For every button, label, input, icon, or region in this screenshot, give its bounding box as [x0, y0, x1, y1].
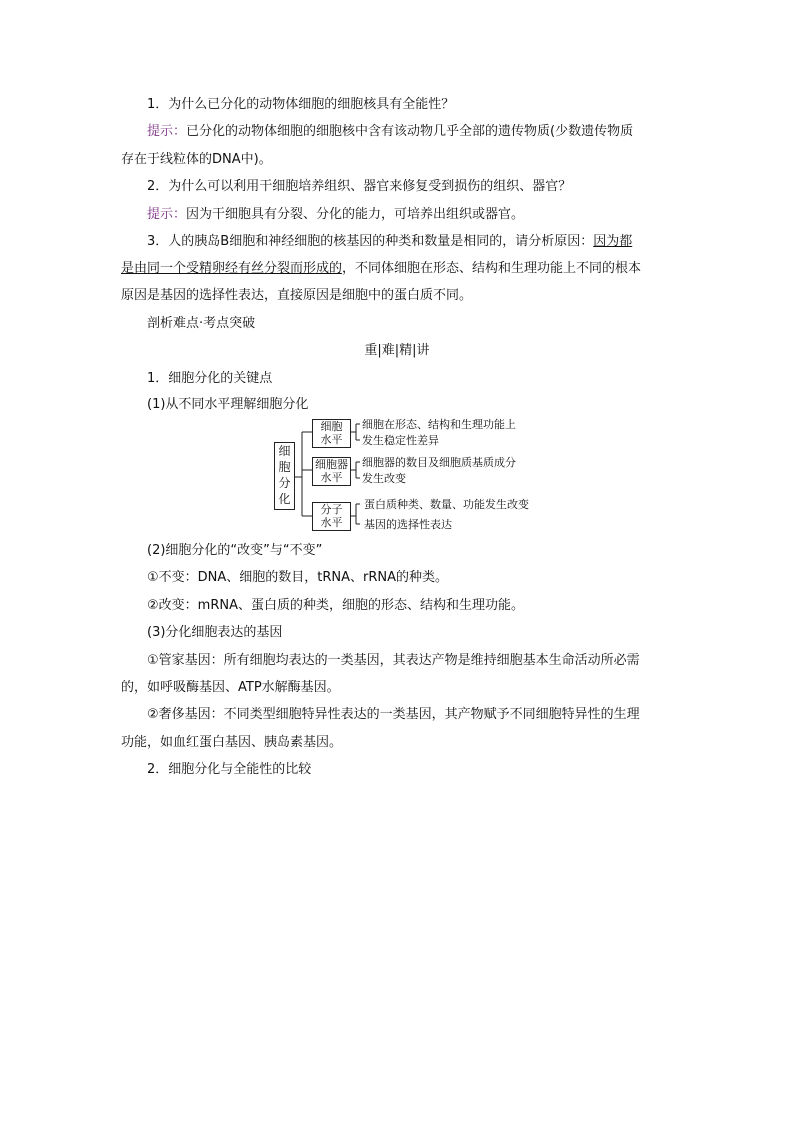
level-box-molecule	[312, 502, 351, 531]
level-label: 水平	[320, 471, 343, 484]
hint-label-2: 提示：	[147, 207, 187, 222]
answer-1-line-2: 存在于线粒体的DNA中)。	[121, 152, 272, 167]
root-char: 化	[278, 492, 291, 506]
level-desc: 细胞在形态、结构和生理功能上	[362, 418, 516, 431]
root-char: 胞	[278, 460, 291, 474]
answer-2-text: 因为干细胞具有分裂、分化的能力，可培养出组织或器官。	[186, 207, 525, 222]
level-desc: 发生改变	[362, 472, 406, 485]
point-1-3: (3)分化细胞表达的基因	[147, 625, 283, 640]
point-1-2-b: ②改变：mRNA、蛋白质的种类，细胞的形态、结构和生理功能。	[147, 598, 524, 613]
level-label: 水平	[320, 433, 343, 446]
hint-label: 提示：	[147, 124, 187, 139]
question-1: 1．为什么已分化的动物体细胞的细胞核具有全能性？	[147, 97, 455, 112]
question-3-line-3: 原因是基因的选择性表达，直接原因是细胞中的蛋白质不同。	[121, 288, 473, 303]
level-label: 细胞器	[315, 458, 348, 471]
answer-2	[147, 205, 707, 225]
point-2-heading: 2．细胞分化与全能性的比较	[147, 762, 312, 777]
question-2: 2．为什么可以利用干细胞培养组织、器官来修复受到损伤的组织、器官？	[147, 179, 572, 194]
level-box-cell	[312, 419, 351, 448]
diagram-root-box	[274, 442, 295, 510]
level-label: 水平	[320, 516, 343, 529]
q3-answer-a: 因为都	[593, 234, 633, 249]
level-desc: 基因的选择性表达	[364, 518, 452, 531]
point-1-3-a-line-1: ①管家基因：所有细胞均表达的一类基因，其表达产物是维持细胞基本生命活动所必需	[147, 653, 640, 668]
point-1-2-a: ①不变：DNA、细胞的数目，tRNA、rRNA的种类。	[147, 570, 449, 585]
question-3-line-1	[147, 232, 707, 252]
point-1-2: (2)细胞分化的“改变”与“不变”	[147, 543, 323, 558]
question-3-line-2	[121, 259, 681, 279]
point-1-3-a-line-2: 的，如呼吸酶基因、ATP水解酶基因。	[121, 680, 340, 695]
level-label: 细胞	[320, 420, 343, 433]
level-box-organelle	[312, 457, 351, 486]
point-1-3-b-line-1: ②奢侈基因：不同类型细胞特异性表达的一类基因，其产物赋予不同细胞特异性的生理	[147, 707, 640, 722]
point-1-1: (1)从不同水平理解细胞分化	[147, 397, 309, 412]
answer-1-line-1	[147, 122, 707, 142]
point-1-3-b-line-2: 功能，如血红蛋白基因、胰岛素基因。	[121, 735, 343, 750]
q3-answer-b: 是由同一个受精卵经有丝分裂而形成的	[121, 261, 343, 276]
root-char: 分	[278, 476, 291, 490]
level-desc: 发生稳定性差异	[362, 434, 439, 447]
cell-differentiation-diagram	[272, 418, 572, 536]
q3-text-a: 3．人的胰岛B细胞和神经细胞的核基因的种类和数量是相同的，请分析原因：	[147, 234, 594, 249]
section-heading: 剖析难点·考点突破	[147, 316, 256, 331]
level-desc: 蛋白质种类、数量、功能发生改变	[364, 498, 529, 511]
root-char: 细	[278, 444, 291, 458]
level-desc: 细胞器的数目及细胞质基质成分	[362, 456, 516, 469]
level-label: 分子	[320, 503, 343, 516]
subtitle: 重|难|精|讲	[364, 343, 430, 358]
point-1-heading: 1．细胞分化的关键点	[147, 371, 273, 386]
answer-1-text: 已分化的动物体细胞的细胞核中含有该动物几乎全部的遗传物质(少数遗传物质	[186, 124, 634, 139]
q3-text-b: ，不同体细胞在形态、结构和生理功能上不同的根本	[342, 261, 642, 276]
